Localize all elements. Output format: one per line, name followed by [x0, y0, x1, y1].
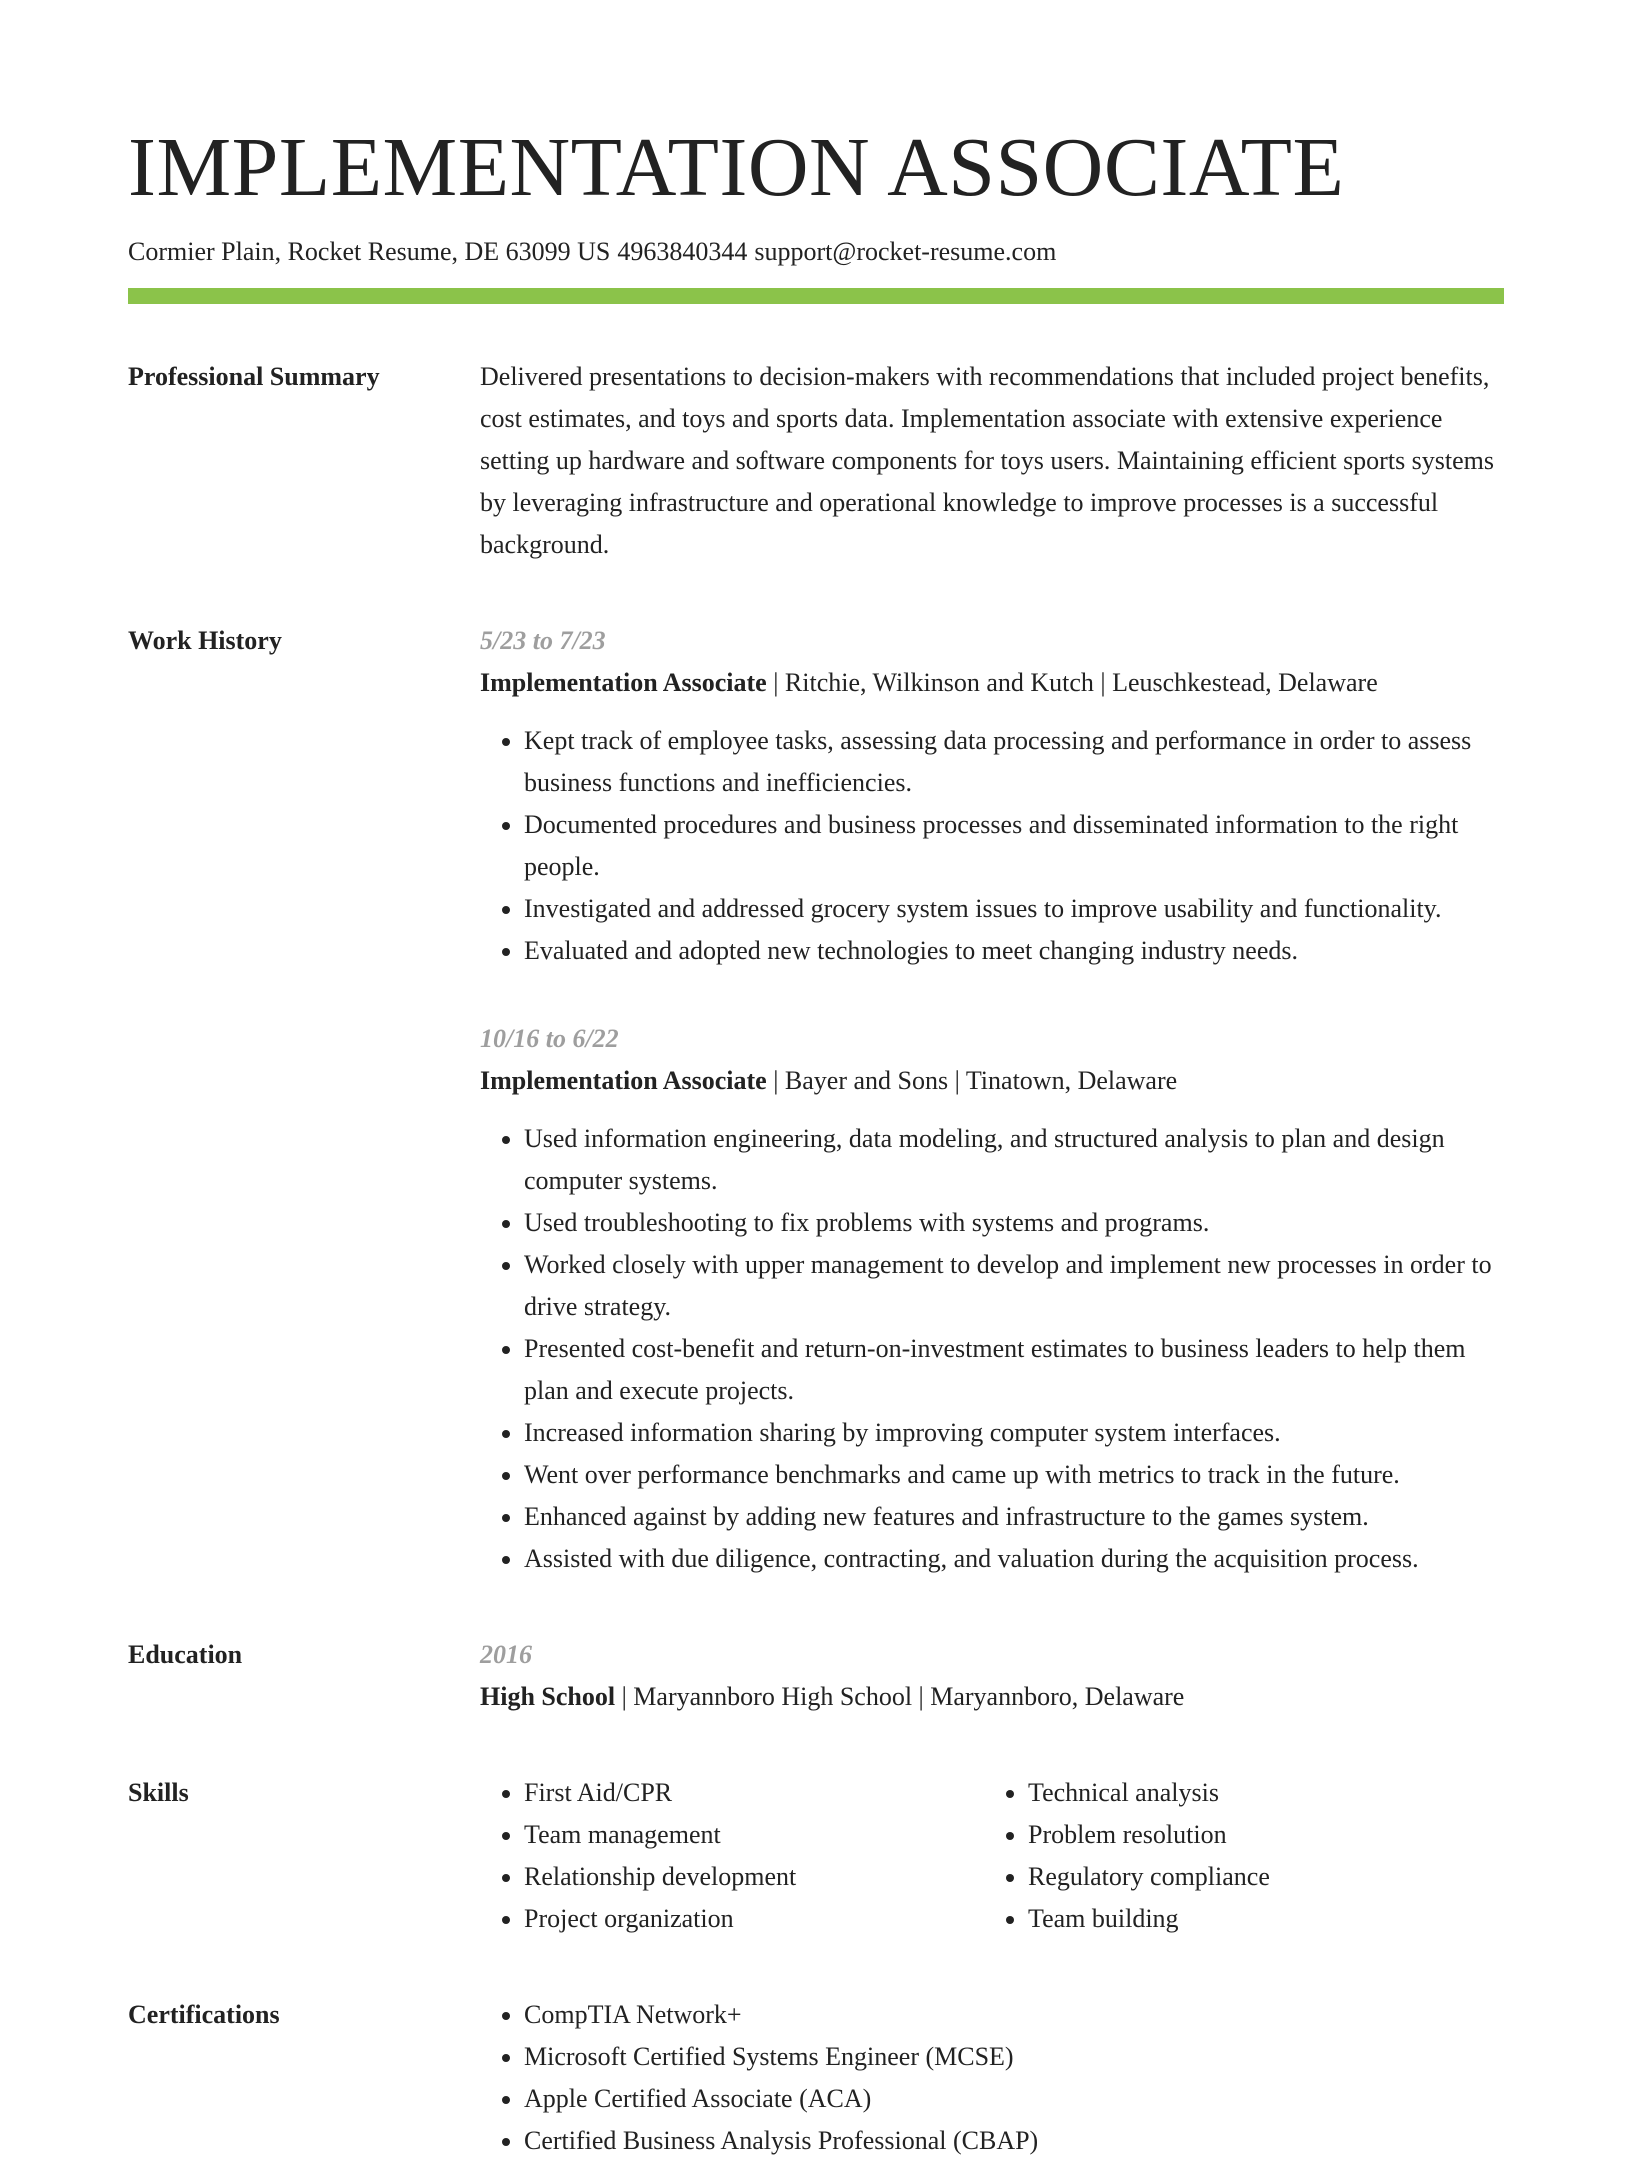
job-bullets — [480, 1118, 1504, 1580]
section-title-skills: Skills — [128, 1778, 189, 1807]
skill-item: • Regulatory compliance — [1028, 1856, 1488, 1898]
work-history-section — [128, 620, 1504, 1580]
job-heading — [480, 1060, 1504, 1102]
education-degree: High School — [480, 1682, 616, 1711]
skill-item: • First Aid/CPR — [524, 1772, 984, 1814]
header-divider — [128, 288, 1504, 304]
job-bullets — [480, 720, 1504, 972]
section-title-work-history: Work History — [128, 626, 282, 655]
job-title: Implementation Associate — [480, 668, 767, 697]
work-history-body — [480, 620, 1504, 1580]
skill-item: • Relationship development — [524, 1856, 984, 1898]
job-bullet: • Enhanced against by adding new features and infrastructure to the games system. — [524, 1496, 1504, 1538]
job-bullet: • Kept track of employee tasks, assessing data processing and performance in order to assess business functions and inefficiencies. — [524, 720, 1504, 804]
resume-page — [128, 0, 1504, 2162]
education-heading — [480, 1676, 1504, 1718]
summary-text: Delivered presentations to decision-makers with recommendations that included project benefits, cost estimates, and toys and sports data. Implementation associate with extensive experience setting up hardware and software components for toys users. Maintaining efficient sports systems by leveraging infrastructure and operational knowledge to improve processes is a successful background. — [480, 362, 1495, 559]
job-bullet: • Evaluated and adopted new technologies to meet changing industry needs. — [524, 930, 1504, 972]
contact-line — [128, 236, 1504, 268]
job-bullet: • Went over performance benchmarks and came up with metrics to track in the future. — [524, 1454, 1504, 1496]
skills-section — [128, 1772, 1504, 1940]
certification-item: • CompTIA Network+ — [524, 1994, 1504, 2036]
contact-email: support@rocket-resume.com — [754, 237, 1057, 266]
skills-column-left — [480, 1772, 984, 1940]
job-bullet: • Presented cost-benefit and return-on-investment estimates to business leaders to help them plan and execute projects. — [524, 1328, 1504, 1412]
skill-item: • Project organization — [524, 1898, 984, 1940]
job-title: Implementation Associate — [480, 1066, 767, 1095]
certification-item: • Microsoft Certified Systems Engineer (MCSE) — [524, 2036, 1504, 2078]
section-title-certifications: Certifications — [128, 2000, 280, 2029]
certifications-list — [480, 1994, 1504, 2162]
contact-address: Cormier Plain, Rocket Resume, DE 63099 US — [128, 237, 611, 266]
job-dates: 10/16 to 6/22 — [480, 1024, 619, 1053]
skill-item: • Technical analysis — [1028, 1772, 1488, 1814]
job-bullet: • Worked closely with upper management to develop and implement new processes in order to drive strategy. — [524, 1244, 1504, 1328]
certification-item: • Certified Business Analysis Professional (CBAP) — [524, 2120, 1504, 2162]
job-bullet: • Used troubleshooting to fix problems with systems and programs. — [524, 1202, 1504, 1244]
education-date: 2016 — [480, 1640, 532, 1669]
education-details: | Maryannboro High School | Maryannboro, Delaware — [615, 1682, 1185, 1711]
education-section — [128, 1634, 1504, 1718]
job-dates: 5/23 to 7/23 — [480, 626, 606, 655]
skill-item: • Team building — [1028, 1898, 1488, 1940]
job-bullet: • Documented procedures and business processes and disseminated information to the right people. — [524, 804, 1504, 888]
certifications-section — [128, 1994, 1504, 2162]
job-bullet: • Increased information sharing by improving computer system interfaces. — [524, 1412, 1504, 1454]
job-details: | Ritchie, Wilkinson and Kutch | Leuschkestead, Delaware — [766, 668, 1378, 697]
education-body — [480, 1634, 1504, 1718]
skill-item: • Team management — [524, 1814, 984, 1856]
job-bullet: • Investigated and addressed grocery system issues to improve usability and functionality. — [524, 888, 1504, 930]
skills-grid — [480, 1772, 1504, 1940]
skill-item: • Problem resolution — [1028, 1814, 1488, 1856]
certification-item: • Apple Certified Associate (ACA) — [524, 2078, 1504, 2120]
skills-body — [480, 1772, 1504, 1940]
resume-name: IMPLEMENTATION ASSOCIATE — [128, 121, 1345, 214]
job-bullet: • Assisted with due diligence, contracting, and valuation during the acquisition process. — [524, 1538, 1504, 1580]
contact-phone: 4963840344 — [617, 237, 748, 266]
job-details: | Bayer and Sons | Tinatown, Delaware — [766, 1066, 1178, 1095]
job-bullet: • Used information engineering, data modeling, and structured analysis to plan and design computer systems. — [524, 1118, 1504, 1202]
skills-column-right — [984, 1772, 1488, 1940]
job-entry — [480, 620, 1504, 972]
summary-body — [480, 356, 1504, 566]
certifications-body — [480, 1994, 1504, 2162]
job-entry — [480, 1018, 1504, 1580]
summary-section — [128, 356, 1504, 566]
section-title-summary: Professional Summary — [128, 362, 380, 391]
job-heading — [480, 662, 1504, 704]
section-title-education: Education — [128, 1640, 243, 1669]
